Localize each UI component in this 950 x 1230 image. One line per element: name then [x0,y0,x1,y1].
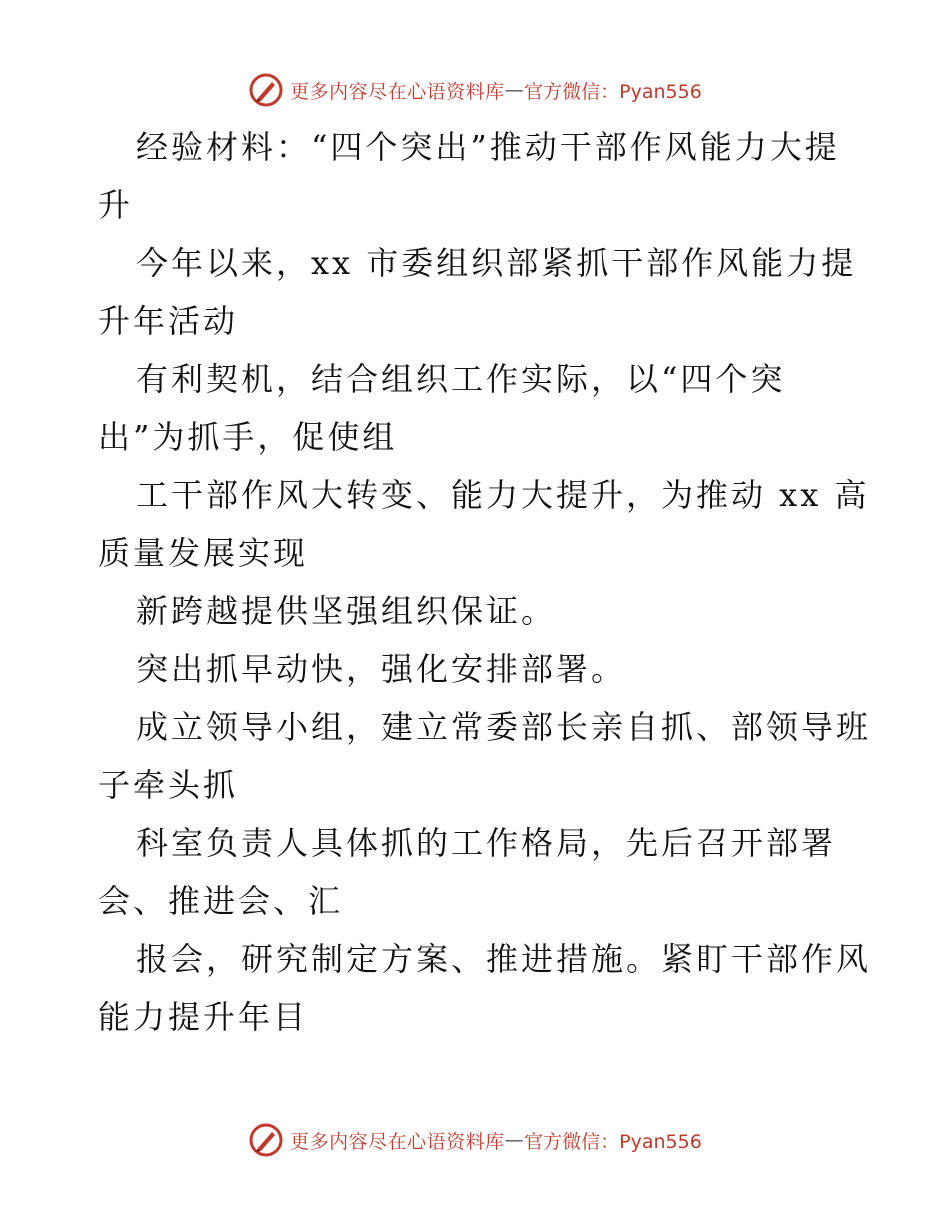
paragraph-line: 新跨越提供坚强组织保证。 [136,592,557,630]
pen-logo-icon [248,72,284,108]
paragraph-line: 有利契机，结合组织工作实际，以“四个突 [136,360,786,398]
paragraph-line: 能力提升年目 [98,998,309,1036]
paragraph-line: 质量发展实现 [98,534,309,572]
pen-logo-icon [248,1122,284,1158]
doc-title-line-2: 升 [98,186,134,224]
paragraph-line: 升年活动 [98,302,239,340]
paragraph-line: 工干部作风大转变、能力大提升，为推动 xx 高 [136,476,870,514]
watermark-site-text: 更多内容尽在心语资料库 [290,1130,505,1153]
paragraph-line: 会、推进会、汇 [98,882,344,920]
footer-watermark [0,1120,950,1160]
document-body [98,118,872,1046]
watermark-contact: 官方微信：Pyan556 [524,1130,702,1153]
watermark-dash: — [504,79,525,101]
header-watermark [0,70,950,110]
watermark-contact: 官方微信：Pyan556 [524,80,702,103]
section-heading-line: 突出抓早动快，强化安排部署。 [136,650,627,688]
watermark-site-text: 更多内容尽在心语资料库 [290,80,505,103]
paragraph-line: 出”为抓手，促使组 [98,418,398,456]
paragraph-line: 科室负责人具体抓的工作格局，先后召开部署 [136,824,837,862]
doc-title-line-1: 经验材料：“四个突出”推动干部作风能力大提 [136,128,840,166]
paragraph-line: 子牵头抓 [98,766,239,804]
paragraph-line: 今年以来，xx 市委组织部紧抓干部作风能力提 [136,244,857,282]
watermark-dash: — [504,1129,525,1151]
paragraph-line: 报会，研究制定方案、推进措施。紧盯干部作风 [136,940,872,978]
paragraph-line: 成立领导小组，建立常委部长亲自抓、部领导班 [136,708,872,746]
